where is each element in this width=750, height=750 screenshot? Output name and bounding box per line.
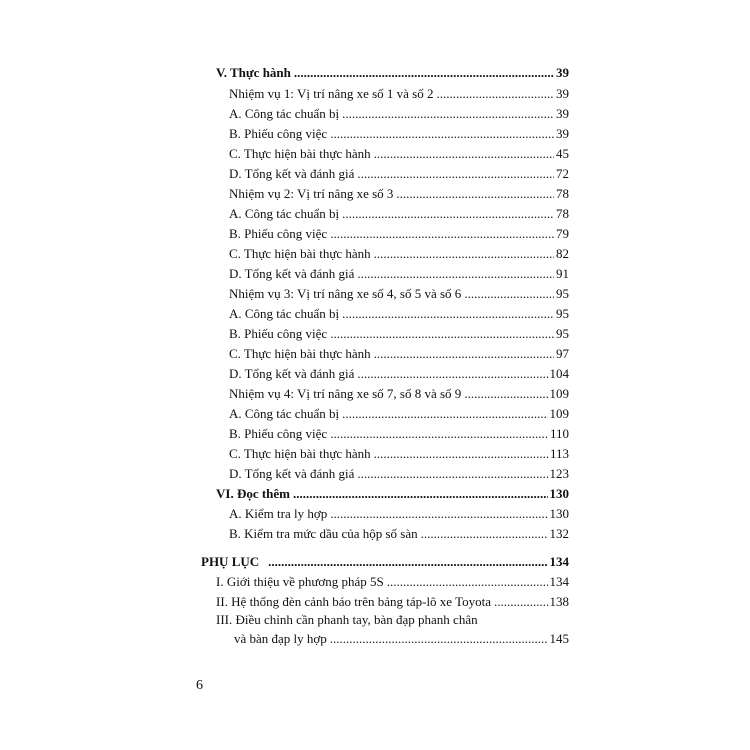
toc-entry-label: Nhiệm vụ 1: Vị trí nâng xe số 1 và số 2 <box>229 86 434 101</box>
toc-entry-label: D. Tổng kết và đánh giá <box>229 166 355 181</box>
toc-entry-task-2-a <box>229 206 569 222</box>
toc-entry-page: 130 <box>549 486 569 501</box>
dot-leader <box>374 246 554 262</box>
dot-leader <box>387 574 548 590</box>
toc-entry-label: A. Công tác chuẩn bị <box>229 306 340 321</box>
toc-entry-page: 109 <box>549 386 569 401</box>
toc-entry-page: 78 <box>556 186 569 201</box>
toc-entry-appendix-i <box>216 574 569 590</box>
toc-entry-task-1 <box>229 86 569 102</box>
toc-entry-page: 113 <box>549 446 569 461</box>
toc-entry-appendix <box>201 554 569 570</box>
toc-entry-label: C. Thực hiện bài thực hành <box>229 446 371 461</box>
toc-entry-task-1-c <box>229 146 569 162</box>
dot-leader <box>342 306 554 322</box>
toc-entry-page: 95 <box>556 306 569 321</box>
toc-entry-task-1-a <box>229 106 569 122</box>
toc-entry-page: 95 <box>556 326 569 341</box>
dot-leader <box>374 446 548 462</box>
toc-entry-label: A. Công tác chuẩn bị <box>229 106 340 121</box>
toc-entry-page: 39 <box>556 65 569 80</box>
toc-entry-label: B. Phiếu công việc <box>229 126 328 141</box>
toc-entry-vi-a <box>229 506 569 522</box>
toc-entry-page: 130 <box>549 506 569 521</box>
dot-leader <box>330 506 547 522</box>
toc-entry-task-3 <box>229 286 569 302</box>
toc-entry-page: 39 <box>556 86 569 101</box>
dot-leader <box>330 126 554 142</box>
toc-entry-appendix-ii <box>216 594 569 610</box>
toc-entry-label: D. Tổng kết và đánh giá <box>229 466 355 481</box>
toc-entry-task-2-d <box>229 266 569 282</box>
dot-leader <box>357 166 554 182</box>
toc-entry-page: 132 <box>549 526 569 541</box>
toc-entry-label: B. Phiếu công việc <box>229 226 328 241</box>
toc-entry-page: 95 <box>556 286 569 301</box>
dot-leader <box>494 594 547 610</box>
toc-entry-page: 82 <box>556 246 569 261</box>
toc-entry-label: D. Tổng kết và đánh giá <box>229 266 355 281</box>
toc-entry-page: 72 <box>556 166 569 181</box>
toc-entry-section-v <box>216 65 569 81</box>
toc-entry-label: B. Phiếu công việc <box>229 426 328 441</box>
toc-entry-label: D. Tổng kết và đánh giá <box>229 366 355 381</box>
dot-leader <box>342 106 554 122</box>
dot-leader <box>421 526 548 542</box>
toc-entry-page: 39 <box>556 126 569 141</box>
toc-entry-label: C. Thực hiện bài thực hành <box>229 346 371 361</box>
dot-leader <box>396 186 554 202</box>
toc-entry-label: V. Thực hành <box>216 65 291 80</box>
dot-leader <box>294 65 554 81</box>
toc-entry-section-vi <box>216 486 569 502</box>
dot-leader <box>293 486 547 502</box>
toc-entry-page: 109 <box>549 406 569 421</box>
toc-entry-task-4-d <box>229 466 569 482</box>
dot-leader <box>330 631 548 647</box>
toc-entry-label: A. Công tác chuẩn bị <box>229 206 340 221</box>
toc-entry-task-3-c <box>229 346 569 362</box>
toc-entry-page: 123 <box>549 466 569 481</box>
toc-entry-label: VI. Đọc thêm <box>216 486 291 501</box>
toc-entry-task-2-c <box>229 246 569 262</box>
toc-entry-page: 39 <box>556 106 569 121</box>
toc-entry-label: B. Kiểm tra mức dầu của hộp số sàn <box>229 526 418 541</box>
toc-entry-page: 97 <box>556 346 569 361</box>
toc-entry-page: 134 <box>549 554 569 569</box>
dot-leader <box>357 266 554 282</box>
dot-leader <box>374 346 554 362</box>
toc-entry-task-3-a <box>229 306 569 322</box>
dot-leader <box>342 406 547 422</box>
dot-leader <box>268 554 547 570</box>
dot-leader <box>357 466 547 482</box>
toc-entry-label: B. Phiếu công việc <box>229 326 328 341</box>
toc-entry-label: Nhiệm vụ 3: Vị trí nâng xe số 4, số 5 và số 6 <box>229 286 462 301</box>
toc-entry-label: C. Thực hiện bài thực hành <box>229 246 371 261</box>
toc-entry-label: và bàn đạp ly hợp <box>234 631 327 646</box>
toc-entry-page: 78 <box>556 206 569 221</box>
toc-entry-label: PHỤ LỤC <box>201 554 260 569</box>
toc-entry-task-2-b <box>229 226 569 242</box>
toc-entry-page: 45 <box>556 146 569 161</box>
dot-leader <box>437 86 555 102</box>
toc-entry-task-2 <box>229 186 569 202</box>
toc-entry-label: I. Giới thiệu về phương pháp 5S <box>216 574 384 589</box>
page-number: 6 <box>196 678 203 693</box>
dot-leader <box>374 146 554 162</box>
toc-entry-label: Nhiệm vụ 2: Vị trí nâng xe số 3 <box>229 186 394 201</box>
toc-entry-task-1-d <box>229 166 569 182</box>
toc-entry-task-4-b <box>229 426 569 442</box>
dot-leader <box>464 286 554 302</box>
toc-entry-page: 104 <box>549 366 569 381</box>
toc-entry-task-3-b <box>229 326 569 342</box>
toc-entry-task-4-c <box>229 446 569 462</box>
dot-leader <box>342 206 554 222</box>
dot-leader <box>330 226 554 242</box>
toc-entry-task-4-a <box>229 406 569 422</box>
toc-entry-appendix-iii <box>234 631 569 647</box>
toc-entry-appendix-iii-line1: III. Điều chỉnh cần phanh tay, bàn đạp phanh chân <box>216 612 478 627</box>
dot-leader <box>464 386 547 402</box>
toc-entry-task-3-d <box>229 366 569 382</box>
dot-leader <box>330 426 548 442</box>
toc-entry-page: 145 <box>549 631 569 646</box>
toc-entry-label: Nhiệm vụ 4: Vị trí nâng xe số 7, số 8 và số 9 <box>229 386 462 401</box>
toc-entry-task-4 <box>229 386 569 402</box>
toc-entry-page: 110 <box>549 426 569 441</box>
toc-entry-label: A. Công tác chuẩn bị <box>229 406 340 421</box>
toc-entry-page: 79 <box>556 226 569 241</box>
toc-entry-page: 138 <box>549 594 569 609</box>
toc-entry-label: C. Thực hiện bài thực hành <box>229 146 371 161</box>
toc-entry-page: 91 <box>556 266 569 281</box>
dot-leader <box>357 366 547 382</box>
toc-entry-label: A. Kiểm tra ly hợp <box>229 506 328 521</box>
dot-leader <box>330 326 554 342</box>
toc-entry-page: 134 <box>549 574 569 589</box>
toc-entry-task-1-b <box>229 126 569 142</box>
toc-entry-vi-b <box>229 526 569 542</box>
toc-entry-label: II. Hệ thống đèn cảnh báo trên bảng táp-lô xe Toyota <box>216 594 492 609</box>
